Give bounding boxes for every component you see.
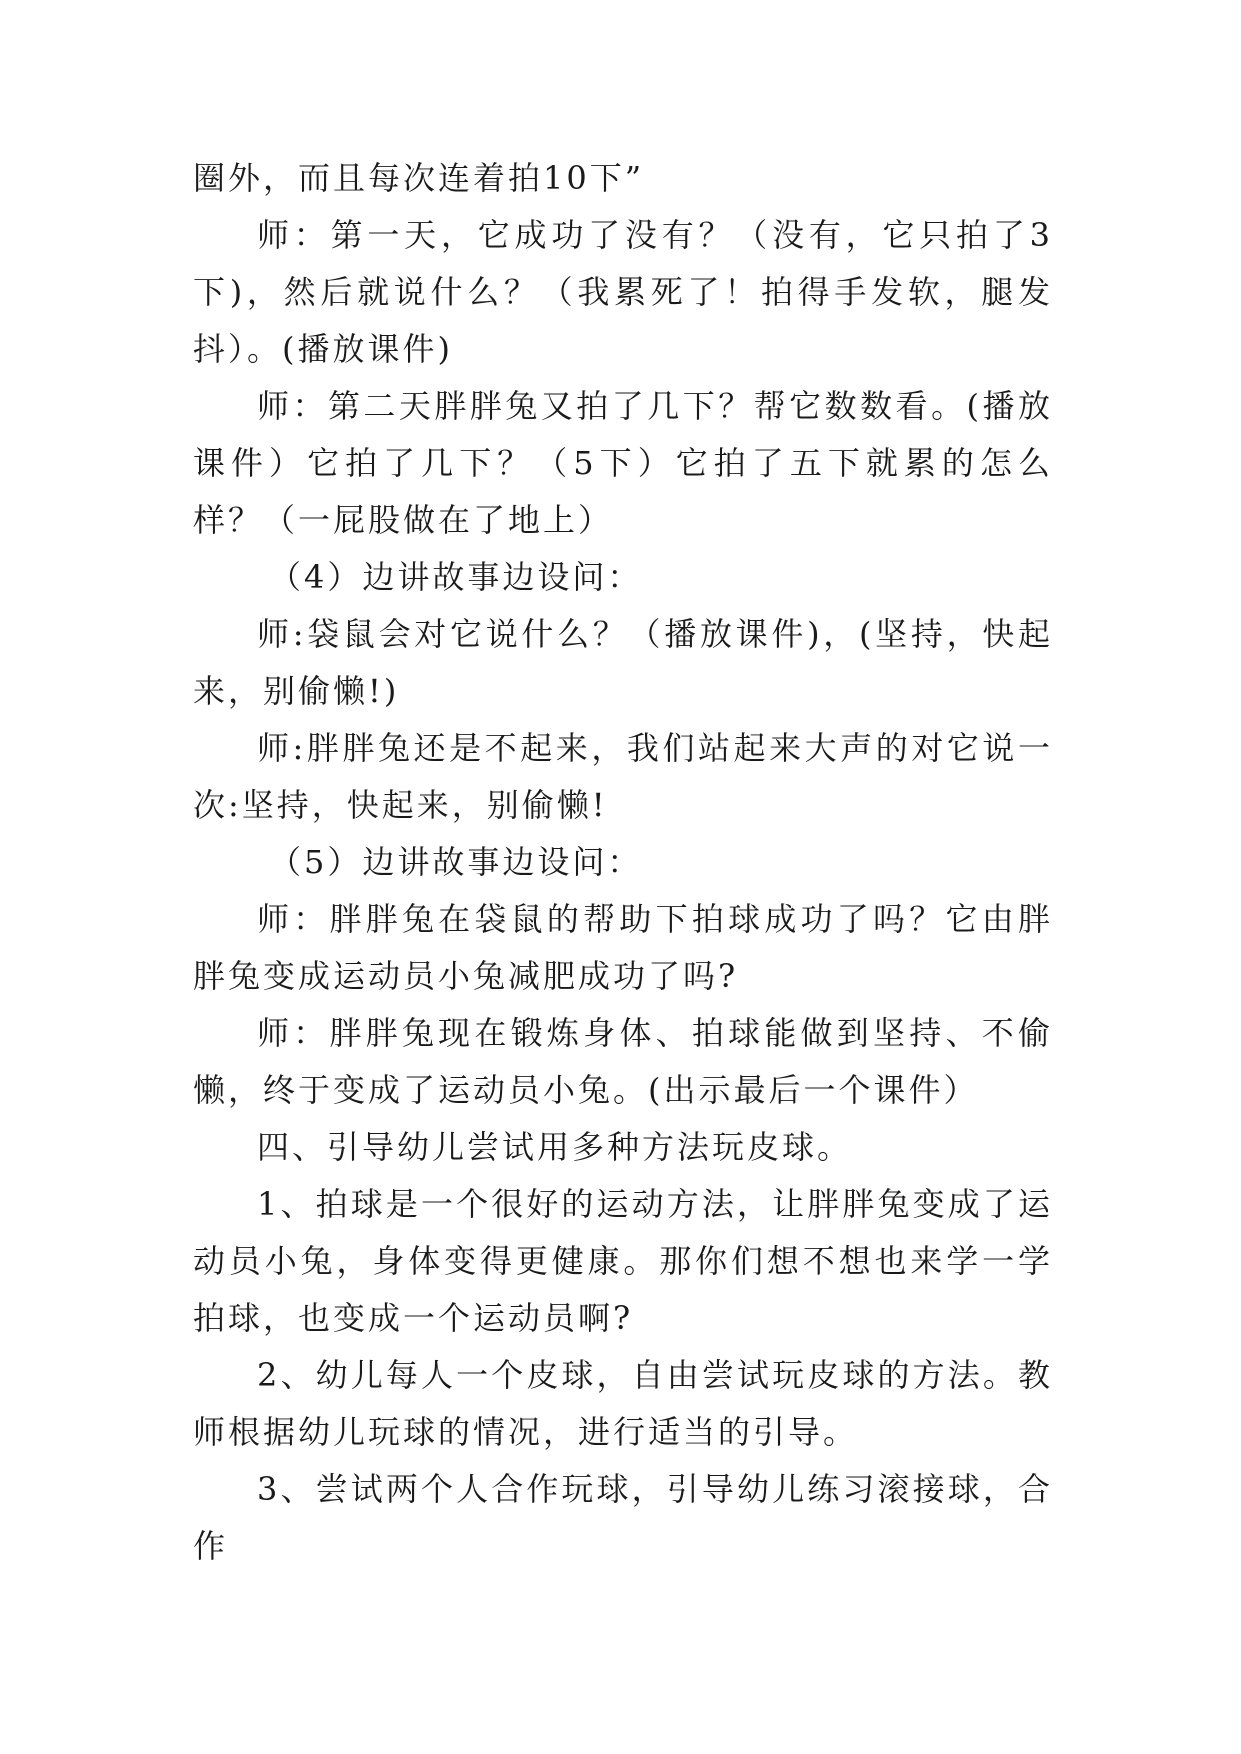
list-item-2: 2、幼儿每人一个皮球，自由尝试玩皮球的方法。教师根据幼儿玩球的情况，进行适当的引导。: [193, 1356, 1053, 1451]
paragraph-kangaroo-says: 师:袋鼠会对它说什么？（播放课件)，(坚持，快起来，别偷懒!): [193, 615, 1053, 710]
heading-step-4: （4）边讲故事边设问：: [269, 558, 643, 596]
document-body: [193, 150, 1053, 1575]
paragraph-stand-up: 师:胖胖兔还是不起来，我们站起来大声的对它说一次:坚持，快起来，别偷懒!: [193, 729, 1053, 824]
paragraph-day-one: 师：第一天，它成功了没有？（没有，它只拍了3下)，然后就说什么？（我累死了！拍得手发软，腿发抖）。(播放课件): [193, 216, 1053, 368]
paragraph-continuation: 圈外，而且每次连着拍10下”: [193, 159, 645, 197]
list-item-3: 3、尝试两个人合作玩球，引导幼儿练习滚接球，合作: [193, 1470, 1053, 1565]
heading-step-5: （5）边讲故事边设问：: [269, 843, 643, 881]
section-heading-four: 四、引导幼儿尝试用多种方法玩皮球。: [257, 1128, 853, 1166]
paragraph-athlete-rabbit: 师：胖胖兔现在锻炼身体、拍球能做到坚持、不偷懒，终于变成了运动员小兔。(出示最后一个课件）: [193, 1014, 1053, 1109]
paragraph-day-two: 师：第二天胖胖兔又拍了几下？帮它数数看。(播放课件）它拍了几下？（5下）它拍了五下就累的怎么样？（一屁股做在了地上）: [193, 387, 1053, 539]
paragraph-success-question: 师：胖胖兔在袋鼠的帮助下拍球成功了吗？它由胖胖兔变成运动员小兔减肥成功了吗?: [193, 900, 1053, 995]
list-item-1: 1、拍球是一个很好的运动方法，让胖胖兔变成了运动员小兔，身体变得更健康。那你们想不想也来学一学拍球，也变成一个运动员啊?: [193, 1185, 1053, 1337]
